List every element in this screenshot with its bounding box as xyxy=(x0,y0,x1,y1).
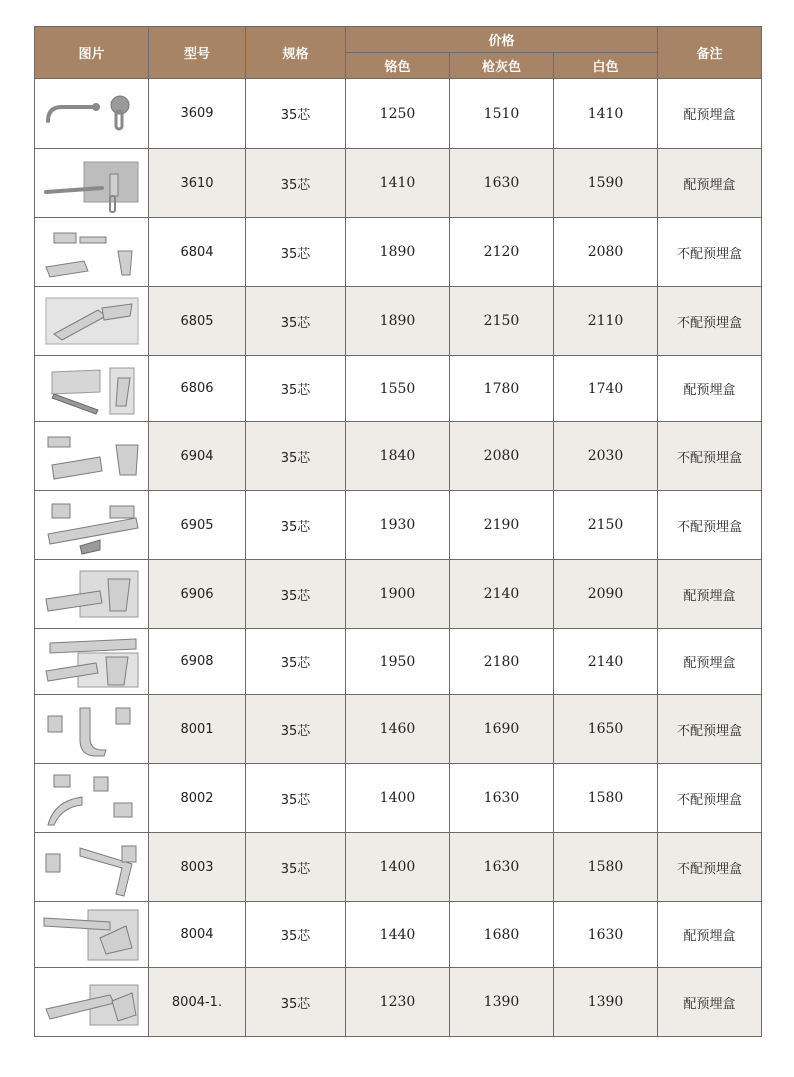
table-row xyxy=(35,149,762,218)
price-white-cell: 2140 xyxy=(554,629,658,695)
square-split-faucet-icon xyxy=(35,425,148,487)
curved-three-piece-faucet-icon xyxy=(35,767,148,829)
model-cell: 3610 xyxy=(149,149,246,218)
note-cell: 不配预埋盒 xyxy=(658,695,762,764)
product-image-cell xyxy=(35,79,149,149)
header-gunmetal: 枪灰色 xyxy=(450,53,554,79)
model-cell: 6806 xyxy=(149,356,246,422)
product-image-cell xyxy=(35,218,149,287)
price-gunmetal-cell: 2080 xyxy=(450,422,554,491)
product-image-cell xyxy=(35,422,149,491)
price-chrome-cell: 1890 xyxy=(346,218,450,287)
product-image-cell xyxy=(35,560,149,629)
model-cell: 6804 xyxy=(149,218,246,287)
price-chrome-cell: 1550 xyxy=(346,356,450,422)
product-image-cell xyxy=(35,629,149,695)
header-spec: 规格 xyxy=(246,27,346,79)
square-long-faucet-icon xyxy=(35,494,148,556)
spec-cell: 35芯 xyxy=(246,149,346,218)
price-chrome-cell: 1930 xyxy=(346,491,450,560)
price-gunmetal-cell: 1690 xyxy=(450,695,554,764)
price-gunmetal-cell: 2150 xyxy=(450,287,554,356)
table-row xyxy=(35,629,762,695)
product-image-cell xyxy=(35,902,149,968)
price-gunmetal-cell: 1510 xyxy=(450,79,554,149)
note-cell: 配预埋盒 xyxy=(658,356,762,422)
table-row xyxy=(35,287,762,356)
note-cell: 配预埋盒 xyxy=(658,149,762,218)
model-cell: 6805 xyxy=(149,287,246,356)
table-row xyxy=(35,356,762,422)
price-gunmetal-cell: 1630 xyxy=(450,149,554,218)
spec-cell: 35芯 xyxy=(246,79,346,149)
price-white-cell: 1590 xyxy=(554,149,658,218)
model-cell: 3609 xyxy=(149,79,246,149)
table-row xyxy=(35,218,762,287)
price-chrome-cell: 1460 xyxy=(346,695,450,764)
note-cell: 不配预埋盒 xyxy=(658,287,762,356)
product-image-cell xyxy=(35,764,149,833)
price-gunmetal-cell: 2120 xyxy=(450,218,554,287)
waterfall-faucet-icon xyxy=(35,358,148,420)
spec-cell: 35芯 xyxy=(246,287,346,356)
square-plate-faucet-icon xyxy=(35,563,148,625)
price-gunmetal-cell: 1630 xyxy=(450,764,554,833)
table-row xyxy=(35,968,762,1037)
note-cell: 配预埋盒 xyxy=(658,968,762,1037)
shelf-plate-faucet-icon xyxy=(35,631,148,693)
spec-cell: 35芯 xyxy=(246,356,346,422)
price-chrome-cell: 1440 xyxy=(346,902,450,968)
note-cell: 不配预埋盒 xyxy=(658,764,762,833)
price-gunmetal-cell: 1680 xyxy=(450,902,554,968)
note-cell: 配预埋盒 xyxy=(658,560,762,629)
spec-cell: 35芯 xyxy=(246,422,346,491)
angled-three-piece-faucet-icon xyxy=(35,836,148,898)
product-image-cell xyxy=(35,356,149,422)
table-row xyxy=(35,833,762,902)
note-cell: 配预埋盒 xyxy=(658,902,762,968)
table-row xyxy=(35,764,762,833)
flat-wall-faucet-icon xyxy=(35,290,148,352)
price-white-cell: 1410 xyxy=(554,79,658,149)
header-note: 备注 xyxy=(658,27,762,79)
price-chrome-cell: 1950 xyxy=(346,629,450,695)
note-cell: 不配预埋盒 xyxy=(658,833,762,902)
price-white-cell: 1740 xyxy=(554,356,658,422)
price-gunmetal-cell: 1390 xyxy=(450,968,554,1037)
price-white-cell: 2150 xyxy=(554,491,658,560)
price-white-cell: 1580 xyxy=(554,833,658,902)
product-image-cell xyxy=(35,833,149,902)
header-price: 价格 xyxy=(346,27,658,53)
model-cell: 6905 xyxy=(149,491,246,560)
note-cell: 不配预埋盒 xyxy=(658,491,762,560)
note-cell: 配预埋盒 xyxy=(658,629,762,695)
price-chrome-cell: 1900 xyxy=(346,560,450,629)
price-chrome-cell: 1890 xyxy=(346,287,450,356)
model-cell: 8004 xyxy=(149,902,246,968)
model-cell: 8002 xyxy=(149,764,246,833)
model-cell: 8001 xyxy=(149,695,246,764)
price-chrome-cell: 1400 xyxy=(346,764,450,833)
model-cell: 8004-1. xyxy=(149,968,246,1037)
price-table xyxy=(34,26,762,1037)
header-image: 图片 xyxy=(35,27,149,79)
price-white-cell: 1630 xyxy=(554,902,658,968)
price-gunmetal-cell: 1780 xyxy=(450,356,554,422)
table-row xyxy=(35,560,762,629)
spec-cell: 35芯 xyxy=(246,902,346,968)
price-gunmetal-cell: 1630 xyxy=(450,833,554,902)
price-white-cell: 2030 xyxy=(554,422,658,491)
price-white-cell: 1390 xyxy=(554,968,658,1037)
spec-cell: 35芯 xyxy=(246,629,346,695)
plate-wall-faucet-icon xyxy=(35,152,148,214)
table-row xyxy=(35,695,762,764)
wave-long-faucet-icon xyxy=(35,971,148,1033)
product-image-cell xyxy=(35,149,149,218)
product-image-cell xyxy=(35,287,149,356)
price-chrome-cell: 1230 xyxy=(346,968,450,1037)
table-row xyxy=(35,79,762,149)
spec-cell: 35芯 xyxy=(246,695,346,764)
split-wall-faucet-icon xyxy=(35,221,148,283)
price-chrome-cell: 1400 xyxy=(346,833,450,902)
table-row xyxy=(35,491,762,560)
spec-cell: 35芯 xyxy=(246,968,346,1037)
model-cell: 6906 xyxy=(149,560,246,629)
price-white-cell: 2080 xyxy=(554,218,658,287)
price-chrome-cell: 1840 xyxy=(346,422,450,491)
spec-cell: 35芯 xyxy=(246,764,346,833)
price-white-cell: 1580 xyxy=(554,764,658,833)
product-image-cell xyxy=(35,491,149,560)
model-cell: 6908 xyxy=(149,629,246,695)
spec-cell: 35芯 xyxy=(246,218,346,287)
product-image-cell xyxy=(35,695,149,764)
three-piece-faucet-icon xyxy=(35,698,148,760)
table-row xyxy=(35,902,762,968)
model-cell: 6904 xyxy=(149,422,246,491)
product-image-cell xyxy=(35,968,149,1037)
model-cell: 8003 xyxy=(149,833,246,902)
wave-plate-faucet-icon xyxy=(35,904,148,966)
price-white-cell: 2110 xyxy=(554,287,658,356)
table-body xyxy=(35,79,762,1037)
spec-cell: 35芯 xyxy=(246,833,346,902)
spec-cell: 35芯 xyxy=(246,491,346,560)
price-gunmetal-cell: 2190 xyxy=(450,491,554,560)
spec-cell: 35芯 xyxy=(246,560,346,629)
price-gunmetal-cell: 2180 xyxy=(450,629,554,695)
price-white-cell: 2090 xyxy=(554,560,658,629)
table-row xyxy=(35,422,762,491)
note-cell: 不配预埋盒 xyxy=(658,218,762,287)
note-cell: 配预埋盒 xyxy=(658,79,762,149)
header-model: 型号 xyxy=(149,27,246,79)
price-gunmetal-cell: 2140 xyxy=(450,560,554,629)
header-chrome: 铬色 xyxy=(346,53,450,79)
note-cell: 不配预埋盒 xyxy=(658,422,762,491)
price-white-cell: 1650 xyxy=(554,695,658,764)
price-chrome-cell: 1410 xyxy=(346,149,450,218)
header-white: 白色 xyxy=(554,53,658,79)
round-wall-faucet-icon xyxy=(35,83,148,145)
price-chrome-cell: 1250 xyxy=(346,79,450,149)
